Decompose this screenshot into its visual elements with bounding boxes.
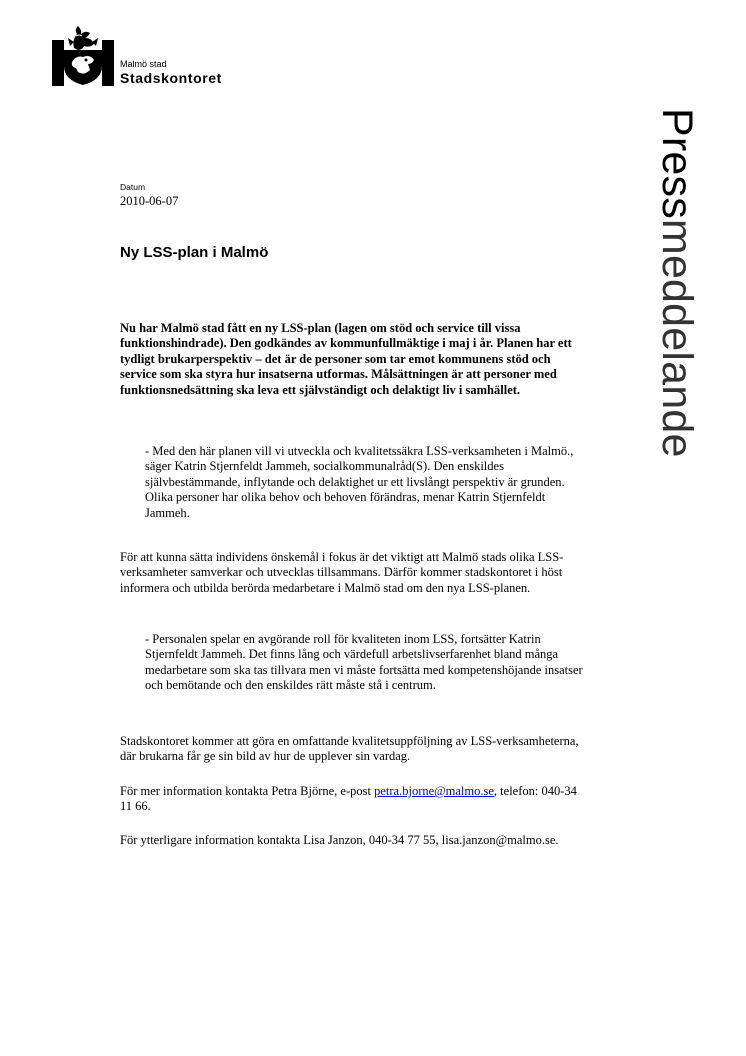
lead-paragraph: Nu har Malmö stad fått en ny LSS-plan (lagen om stöd och service till vissa funktionshindrade). Den godkändes av kommunfullmäktige i maj i år. Planen har ett tydligt brukarperspektiv – det är de personer som tar emot kommunens stöd och service som ska styra hur insatserna utformas. Målsättningen är att personer med funktionsnedsättning ska leva ett självständigt och delaktigt liv i samhället. (120, 321, 572, 397)
date-value: 2010-06-07 (120, 194, 179, 208)
malmo-coat-of-arms-icon (52, 24, 114, 86)
quote-paragraph-1: - Med den här planen vill vi utveckla och kvalitetssäkra LSS-verksamheten i Malmö., säger Katrin Stjernfeldt Jammeh, socialkommunalråd(S). Den enskildes självbestämmande, inflytande och delaktighet ur ett livslångt perspektiv är grunden. Olika personer har olika behov och behoven förändras, menar Katrin Stjernfeldt Jammeh. (145, 444, 574, 520)
quote-paragraph-2: - Personalen spelar en avgörande roll för kvaliteten inom LSS, fortsätter Katrin Stjernfeldt Jammeh. Det finns lång och värdefull arbetslivserfarenhet bland många medarbetare som ska tas tillvara men vi måste fortsätta med kompetenshöjande insatser och bemötande och den enskildes rätt måste stå i centrum. (145, 632, 583, 693)
body-paragraph-3: Stadskontoret kommer att göra en omfattande kvalitetsuppföljning av LSS-verksamheterna, där brukarna får ge sin bild av hur de upplever sin vardag. (120, 734, 579, 764)
date-label: Datum (120, 182, 146, 192)
body-paragraph-2: För att kunna sätta individens önskemål i fokus är det viktigt att Malmö stads olika LSS-verksamheter samverkar och utvecklas tillsammans. Därför kommer stadskontoret i höst informera och utbilda berörda medarbetare i Malmö stad om den nya LSS-planen. (120, 550, 564, 595)
page-title: Ny LSS-plan i Malmö (120, 244, 269, 261)
organization-city: Malmö stad (120, 59, 167, 69)
press-release-label (653, 108, 701, 458)
contact1-suffix: , telefon: 040-34 11 66. (120, 784, 577, 814)
contact1-prefix: För mer information kontakta Petra Björne, e-post (120, 784, 375, 798)
organization-office: Stadskontoret (120, 70, 222, 86)
press-label-part2: meddelande (653, 218, 701, 458)
contact-email-link[interactable]: petra.bjorne@malmo.se (374, 784, 494, 798)
press-label-part1: Press (653, 108, 701, 219)
contact-paragraph-1 (120, 784, 590, 815)
contact-paragraph-2: För ytterligare information kontakta Lisa Janzon, 040-34 77 55, lisa.janzon@malmo.se. (120, 833, 559, 847)
